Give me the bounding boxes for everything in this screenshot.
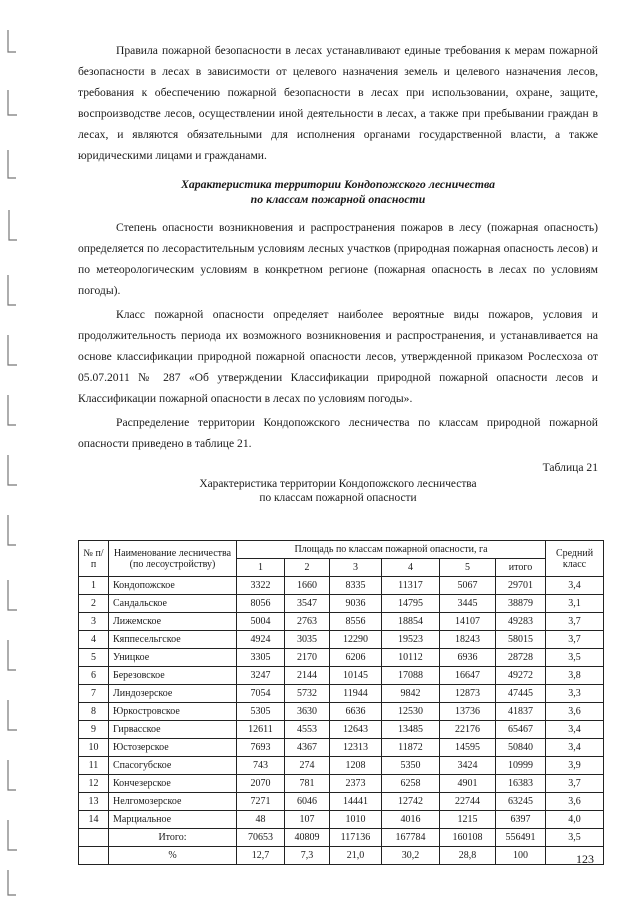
cell-avg: 3,7	[546, 631, 604, 649]
header-area-group: Площадь по классам пожарной опасности, га	[237, 541, 546, 559]
row-number: 10	[79, 739, 109, 757]
row-number: 2	[79, 595, 109, 613]
row-number: 6	[79, 667, 109, 685]
cell-c3: 11944	[330, 685, 382, 703]
cell-avg: 3,1	[546, 595, 604, 613]
cell-c5: 14107	[440, 613, 496, 631]
cell-c3: 6206	[330, 649, 382, 667]
row-label: %	[109, 847, 237, 865]
row-forestry-name: Гирвасское	[109, 721, 237, 739]
cell-avg: 4,0	[546, 811, 604, 829]
table-row	[79, 667, 604, 685]
intro-paragraph: Правила пожарной безопасности в лесах устанавливают единые требования к мерам пожарной безопасности в лесах в зависимости от целевого назначения земель и целевого назначения лесов, требования к обеспечению пожарной безопасности в лесах при использовании, охране, защите, воспроизводстве лесов, осуществлении иной деятельности в лесах, а также при пребывании граждан в лесах, и являются обязательными для исполнения органами государственной власти, а также юридическими лицами и гражданами.	[78, 44, 598, 162]
table-row	[79, 631, 604, 649]
table-caption-line-1: Характеристика территории Кондопожского лесничества	[199, 478, 477, 490]
cell-total: 50840	[496, 739, 546, 757]
cell-c2: 3630	[285, 703, 330, 721]
row-number	[79, 829, 109, 847]
cell-c1: 4924	[237, 631, 285, 649]
row-forestry-name: Спасогубское	[109, 757, 237, 775]
cell-c2: 274	[285, 757, 330, 775]
row-forestry-name: Лижемское	[109, 613, 237, 631]
cell-c3: 10145	[330, 667, 382, 685]
cell-c3: 1010	[330, 811, 382, 829]
cell-c4: 14795	[382, 595, 440, 613]
cell-c4: 11872	[382, 739, 440, 757]
table-row	[79, 739, 604, 757]
cell-avg: 3,9	[546, 757, 604, 775]
cell-c1: 70653	[237, 829, 285, 847]
cell-c2: 4553	[285, 721, 330, 739]
row-forestry-name: Кондопожское	[109, 577, 237, 595]
row-forestry-name: Линдозерское	[109, 685, 237, 703]
row-number: 13	[79, 793, 109, 811]
table-body	[79, 577, 604, 865]
row-forestry-name: Нелгомозерское	[109, 793, 237, 811]
cell-total: 49283	[496, 613, 546, 631]
cell-c2: 7,3	[285, 847, 330, 865]
cell-avg: 3,3	[546, 685, 604, 703]
cell-c4: 5350	[382, 757, 440, 775]
cell-avg: 3,7	[546, 775, 604, 793]
row-number: 9	[79, 721, 109, 739]
header-num: № п/п	[79, 541, 109, 577]
cell-total: 63245	[496, 793, 546, 811]
cell-avg: 3,8	[546, 667, 604, 685]
cell-c2: 1660	[285, 577, 330, 595]
cell-avg: 3,6	[546, 703, 604, 721]
cell-c1: 5004	[237, 613, 285, 631]
cell-c1: 8056	[237, 595, 285, 613]
cell-c5: 6936	[440, 649, 496, 667]
header-class-2: 2	[285, 559, 330, 577]
cell-c4: 11317	[382, 577, 440, 595]
row-forestry-name: Юстозерское	[109, 739, 237, 757]
row-forestry-name: Кончезерское	[109, 775, 237, 793]
cell-c2: 2763	[285, 613, 330, 631]
cell-c1: 7054	[237, 685, 285, 703]
section-title-line-1: Характеристика территории Кондопожского лесничества	[180, 177, 496, 191]
cell-c3: 6636	[330, 703, 382, 721]
page-number: 123	[576, 852, 594, 866]
cell-c2: 107	[285, 811, 330, 829]
cell-c3: 9036	[330, 595, 382, 613]
section-title-line-2: по классам пожарной опасности	[250, 192, 426, 206]
body-paragraph-1: Степень опасности возникновения и распространения пожаров в лесу (пожарная опасность) определяется по лесорастительным условиям лесных участков (природная пожарная опасность лесов) и по метеорологическим условиям в конкретном регионе (пожарная опасность в лесах по условиям погоды).	[78, 221, 598, 297]
table-row	[79, 793, 604, 811]
table-row	[79, 757, 604, 775]
cell-c5: 18243	[440, 631, 496, 649]
cell-c4: 13485	[382, 721, 440, 739]
cell-total: 65467	[496, 721, 546, 739]
table-row	[79, 613, 604, 631]
row-number: 7	[79, 685, 109, 703]
cell-c4: 12530	[382, 703, 440, 721]
row-forestry-name: Березовское	[109, 667, 237, 685]
cell-c5: 3424	[440, 757, 496, 775]
header-class-1: 1	[237, 559, 285, 577]
table-wrapper	[68, 540, 604, 865]
row-forestry-name: Кяппесельгское	[109, 631, 237, 649]
cell-c4: 30,2	[382, 847, 440, 865]
cell-c1: 3247	[237, 667, 285, 685]
cell-c2: 5732	[285, 685, 330, 703]
cell-c5: 13736	[440, 703, 496, 721]
table-percent-row	[79, 847, 604, 865]
cell-total: 58015	[496, 631, 546, 649]
table-row	[79, 685, 604, 703]
cell-c3: 2373	[330, 775, 382, 793]
table-row	[79, 811, 604, 829]
cell-avg: 3,4	[546, 721, 604, 739]
cell-total: 38879	[496, 595, 546, 613]
cell-c5: 22744	[440, 793, 496, 811]
cell-c2: 781	[285, 775, 330, 793]
header-total: итого	[496, 559, 546, 577]
cell-avg: 3,6	[546, 793, 604, 811]
table-row	[79, 721, 604, 739]
cell-c1: 7693	[237, 739, 285, 757]
cell-c1: 12611	[237, 721, 285, 739]
row-number: 5	[79, 649, 109, 667]
cell-c3: 12643	[330, 721, 382, 739]
cell-total: 29701	[496, 577, 546, 595]
cell-total: 6397	[496, 811, 546, 829]
cell-avg: 3,5	[546, 649, 604, 667]
cell-c5: 28,8	[440, 847, 496, 865]
cell-avg: 3,5	[546, 829, 604, 847]
cell-c5: 4901	[440, 775, 496, 793]
cell-avg	[546, 847, 604, 865]
table-row	[79, 595, 604, 613]
cell-avg: 3,4	[546, 739, 604, 757]
cell-c3: 12290	[330, 631, 382, 649]
cell-c2: 4367	[285, 739, 330, 757]
cell-total: 556491	[496, 829, 546, 847]
cell-c5: 160108	[440, 829, 496, 847]
row-number: 4	[79, 631, 109, 649]
cell-c2: 2170	[285, 649, 330, 667]
cell-c1: 3305	[237, 649, 285, 667]
cell-c4: 18854	[382, 613, 440, 631]
cell-total: 16383	[496, 775, 546, 793]
cell-c5: 16647	[440, 667, 496, 685]
cell-c2: 40809	[285, 829, 330, 847]
cell-c2: 2144	[285, 667, 330, 685]
table-caption-line-2: по классам пожарной опасности	[259, 492, 417, 504]
cell-c5: 3445	[440, 595, 496, 613]
cell-total: 10999	[496, 757, 546, 775]
cell-c4: 167784	[382, 829, 440, 847]
body-paragraph-3: Распределение территории Кондопожского лесничества по классам природной пожарной опасности приведено в таблице 21.	[78, 416, 598, 450]
header-class-4: 4	[382, 559, 440, 577]
cell-c3: 12313	[330, 739, 382, 757]
cell-total: 47445	[496, 685, 546, 703]
cell-c3: 14441	[330, 793, 382, 811]
row-number: 8	[79, 703, 109, 721]
row-number: 3	[79, 613, 109, 631]
cell-c2: 3035	[285, 631, 330, 649]
cell-c4: 17088	[382, 667, 440, 685]
cell-avg: 3,4	[546, 577, 604, 595]
cell-avg: 3,7	[546, 613, 604, 631]
cell-c1: 12,7	[237, 847, 285, 865]
cell-c3: 21,0	[330, 847, 382, 865]
cell-c1: 5305	[237, 703, 285, 721]
cell-c3: 1208	[330, 757, 382, 775]
row-forestry-name: Юркостровское	[109, 703, 237, 721]
header-class-3: 3	[330, 559, 382, 577]
cell-c5: 22176	[440, 721, 496, 739]
cell-c4: 19523	[382, 631, 440, 649]
header-class-5: 5	[440, 559, 496, 577]
body-paragraph-2: Класс пожарной опасности определяет наиболее вероятные виды пожаров, условия и продолжительность периода их возможного возникновения и распространения, и устанавливается на основе классификации природной пожарной опасности лесов, утвержденной приказом Рослесхоза от 05.07.2011 № 287 «Об утверждении Классификации природной пожарной опасности лесов и Классификации пожарной опасности в лесах по условиям погоды».	[78, 308, 598, 405]
row-forestry-name: Сандальское	[109, 595, 237, 613]
document-page	[78, 40, 598, 505]
cell-c1: 7271	[237, 793, 285, 811]
cell-c3: 117136	[330, 829, 382, 847]
header-name: Наименование лесничества (по лесоустройству)	[109, 541, 237, 577]
cell-c5: 14595	[440, 739, 496, 757]
cell-c1: 743	[237, 757, 285, 775]
cell-c5: 1215	[440, 811, 496, 829]
fire-class-table	[78, 540, 604, 865]
cell-c3: 8556	[330, 613, 382, 631]
cell-c4: 9842	[382, 685, 440, 703]
table-row	[79, 775, 604, 793]
row-forestry-name: Уницкое	[109, 649, 237, 667]
row-number: 11	[79, 757, 109, 775]
cell-c5: 5067	[440, 577, 496, 595]
cell-c2: 6046	[285, 793, 330, 811]
section-title	[78, 177, 598, 207]
cell-c4: 6258	[382, 775, 440, 793]
cell-c4: 4016	[382, 811, 440, 829]
cell-c1: 2070	[237, 775, 285, 793]
row-number: 1	[79, 577, 109, 595]
table-row	[79, 577, 604, 595]
cell-c4: 12742	[382, 793, 440, 811]
cell-total: 41837	[496, 703, 546, 721]
row-forestry-name: Марциальное	[109, 811, 237, 829]
table-row	[79, 703, 604, 721]
cell-c1: 3322	[237, 577, 285, 595]
binding-marks-graphic	[0, 0, 24, 905]
cell-total: 28728	[496, 649, 546, 667]
table-row	[79, 649, 604, 667]
row-number: 12	[79, 775, 109, 793]
table-total-row	[79, 829, 604, 847]
cell-c5: 12873	[440, 685, 496, 703]
cell-total: 100	[496, 847, 546, 865]
binding-margin-marks	[0, 0, 24, 905]
cell-total: 49272	[496, 667, 546, 685]
table-label: Таблица 21	[542, 461, 598, 474]
cell-c4: 10112	[382, 649, 440, 667]
row-number	[79, 847, 109, 865]
cell-c2: 3547	[285, 595, 330, 613]
row-number: 14	[79, 811, 109, 829]
header-avg-class: Средний класс	[546, 541, 604, 577]
cell-c1: 48	[237, 811, 285, 829]
row-label: Итого:	[109, 829, 237, 847]
cell-c3: 8335	[330, 577, 382, 595]
